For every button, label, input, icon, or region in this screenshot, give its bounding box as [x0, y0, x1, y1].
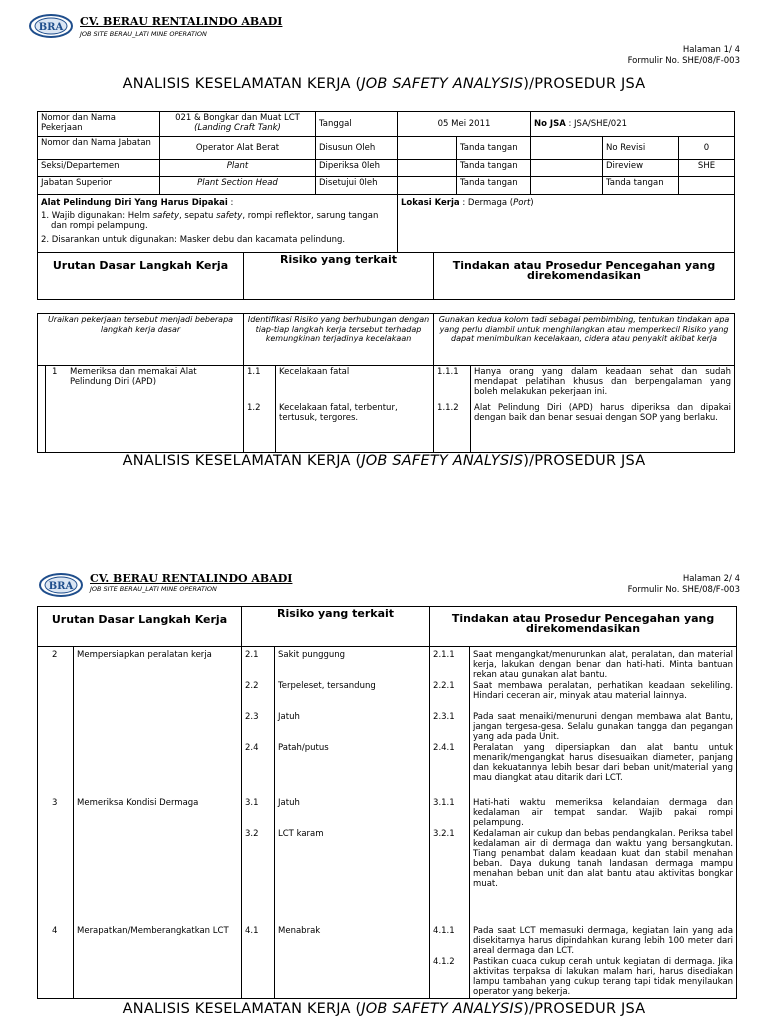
table-row [38, 797, 737, 925]
action-numbers: 3.1.1 3.2.1 [430, 797, 470, 925]
jsa-steps-table [37, 313, 735, 453]
sub-header-tindakan: Gunakan kedua kolom tadi sebagai pembimbing, tentukan tindakan apa yang perlu diambil untuk menghilangkan atau memperkecil Risiko yang dapat menimbulkan kecelakaan, cidera atau penyakit akibat kerja [434, 314, 735, 366]
risk-numbers: 3.1 3.2 [242, 797, 275, 925]
blank-cell [531, 137, 603, 160]
action-texts: Saat mengangkat/menurunkan alat, peralatan, dan material kerja, lakukan dengan benar dan hati-hati. Minta bantuan rekan atau gunakan alat bantu. Saat membawa peralatan, perhatikan keadaan sekeliling. Hindari ceceran air, minyak atau material lainnya. Pada saat menaiki/menuruni dengan membawa alat Bantu, jangan tergesa-gesa. Selalu gunakan tangga dan pegangan yang ada pada Unit. Peralatan yang dipersiapkan dan alat bantu untuk menarik/mengangkat harus disesuaikan diameter, panjang dan kekuatannya lebih besar dari beban unit/material yang mau diangkat atau ditarik dari LCT. [470, 647, 737, 797]
blank-cell [679, 177, 735, 195]
risk-numbers: 1.1 1.2 [244, 366, 276, 453]
label: Disusun Oleh [316, 137, 398, 160]
table-row [38, 647, 737, 797]
risk-texts: Jatuh LCT karam [275, 797, 430, 925]
sub-header-urutan: Uraikan pekerjaan tersebut menjadi beberapa langkah kerja dasar [38, 314, 244, 366]
action-numbers: 2.1.1 2.2.1 2.3.1 2.4.1 [430, 647, 470, 797]
page-1 [0, 0, 768, 480]
blank-cell [398, 177, 457, 195]
page-info [628, 45, 740, 67]
form-number: Formulir No. SHE/08/F-003 [627, 56, 740, 66]
step-number: 2 [38, 647, 74, 797]
review-value: SHE [679, 160, 735, 177]
step-number: 4 [38, 925, 74, 999]
step-text: Memeriksa Kondisi Dermaga [74, 797, 242, 925]
action-texts: Hanya orang yang dalam keadaan sehat dan sudah mendapat pelatihan khusus dan berpengalaman yang boleh melakukan pekerjaan ini. Alat Pelindung Diri (APD) harus diperiksa dan dipakai dengan baik dan benar sesuai dengan SOP yang berlaku. [471, 366, 735, 453]
label: Nomor dan Nama Jabatan [38, 137, 160, 160]
blank-cell [531, 177, 603, 195]
risk-numbers: 4.1 [242, 925, 275, 999]
jsa-steps-table-2 [37, 606, 737, 999]
step-text: Mempersiapkan peralatan kerja [74, 647, 242, 797]
label: No Revisi [603, 137, 679, 160]
jsa-number: No JSA : JSA/SHE/021 [531, 112, 735, 137]
position-value: Operator Alat Berat [160, 137, 316, 160]
document-title-repeat: ANALISIS KESELAMATAN KERJA (JOB SAFETY ANALYSIS)/PROSEDUR JSA [122, 453, 646, 469]
step-number: 3 [38, 797, 74, 925]
sub-header-risiko: Identifikasi Risiko yang berhubungan dengan tiap-tiap langkah kerja tersebut terhadap kemungkinan terjadinya kecelakaan [244, 314, 434, 366]
revision-value: 0 [679, 137, 735, 160]
table-row [38, 925, 737, 999]
blank-cell [398, 137, 457, 160]
jobsite: JOB SITE BERAU_LATI MINE OPERATION [80, 30, 207, 38]
document-title: ANALISIS KESELAMATAN KERJA (JOB SAFETY ANALYSIS)/PROSEDUR JSA [122, 76, 646, 92]
label: Tanda tangan [457, 160, 531, 177]
form-number: Formulir No. SHE/08/F-003 [627, 585, 740, 595]
date-value: 05 Mei 2011 [398, 112, 531, 137]
document-title: ANALISIS KESELAMATAN KERJA (JOB SAFETY ANALYSIS)/PROSEDUR JSA [122, 1001, 646, 1017]
company-name: CV. BERAU RENTALINDO ABADI [80, 15, 283, 28]
label: Disetujui 0leh [316, 177, 398, 195]
job-info-table [37, 111, 735, 253]
ppe-cell: Alat Pelindung Diri Yang Harus Dipakai : 1. Wajib digunakan: Helm safety, sepatu safety, rompi reflektor, sarung tangan dan rompi pelampung. 2. Disarankan untuk digunakan: Masker debu dan kacamata pelindung. [38, 195, 398, 253]
risk-numbers: 2.1 2.2 2.3 2.4 [242, 647, 275, 797]
label: Tanggal [316, 112, 398, 137]
svg-text:BRA: BRA [38, 22, 64, 33]
label: Tanda tangan [457, 137, 531, 160]
step-number: 1 [38, 366, 46, 453]
header-urutan: Urutan Dasar Langkah Kerja [38, 253, 244, 300]
jobsite: JOB SITE BERAU_LATI MINE OPERATION [90, 585, 217, 593]
action-numbers: 4.1.1 4.1.2 [430, 925, 470, 999]
page-number: Halaman 2/ 4 [682, 574, 740, 584]
label: Diperiksa 0leh [316, 160, 398, 177]
header-tindakan: Tindakan atau Prosedur Pencegahan yang direkomendasikan [434, 253, 735, 300]
label: Seksi/Departemen [38, 160, 160, 177]
step-text: Merapatkan/Memberangkatkan LCT [74, 925, 242, 999]
page-number: Halaman 1/ 4 [682, 45, 740, 55]
header-risiko: Risiko yang terkait [242, 607, 430, 647]
step-text: Memeriksa dan memakai Alat Pelindung Diri (APD) [46, 366, 244, 453]
page-info [628, 574, 740, 596]
job-name: 021 & Bongkar dan Muat LCT (Landing Craft Tank) [160, 112, 316, 137]
superior-value: Plant Section Head [160, 177, 316, 195]
action-texts: Hati-hati waktu memeriksa kelandaian dermaga dan kedalaman air tempat sandar. Wajib pakai rompi pelampung. Kedalaman air cukup dan bebas pendangkalan. Periksa tabel kedalaman air di dermaga dan waktu yang bersangkutan. Tiang penambat dalam keadaan kuat dan stabil menahan beban. Daya dukung tanah landasan dermaga mampu menahan beban unit dan alat bantu atau aktivitas bongkar muat. [470, 797, 737, 925]
risk-texts: Menabrak [275, 925, 430, 999]
label: Jabatan Superior [38, 177, 160, 195]
svg-text:BRA: BRA [48, 581, 74, 592]
risk-texts: Kecelakaan fatal Kecelakaan fatal, terbentur, tertusuk, tergores. [276, 366, 434, 453]
label: Tanda tangan [603, 177, 679, 195]
header-urutan: Urutan Dasar Langkah Kerja [38, 607, 242, 647]
section-value: Plant [160, 160, 316, 177]
table-row [38, 366, 735, 453]
company-name: CV. BERAU RENTALINDO ABADI [90, 572, 293, 585]
blank-cell [398, 160, 457, 177]
work-location: Lokasi Kerja : Dermaga (Port) [398, 195, 735, 253]
risk-texts: Sakit punggung Terpeleset, tersandung Jatuh Patah/putus [275, 647, 430, 797]
label: Tanda tangan [457, 177, 531, 195]
action-texts: Pada saat LCT memasuki dermaga, kegiatan lain yang ada disekitarnya harus dipindahkan kurang lebih 100 meter dari areal dermaga dan LCT. Pastikan cuaca cukup cerah untuk kegiatan di dermaga. Jika aktivitas terpaksa di lakukan malam hari, harus disediakan lampu tambahan yang cukup terang tapi tidak menyilaukan operator yang bekerja. [470, 925, 737, 999]
label: Nomor dan Nama Pekerjaan [38, 112, 160, 137]
label: Direview [603, 160, 679, 177]
company-logo [28, 13, 74, 39]
header-risiko: Risiko yang terkait [244, 253, 434, 300]
column-header-table [37, 252, 735, 300]
action-numbers: 1.1.1 1.1.2 [434, 366, 471, 453]
page-2 [0, 560, 768, 1024]
header-tindakan: Tindakan atau Prosedur Pencegahan yang direkomendasikan [430, 607, 737, 647]
blank-cell [531, 160, 603, 177]
company-logo [38, 572, 84, 598]
